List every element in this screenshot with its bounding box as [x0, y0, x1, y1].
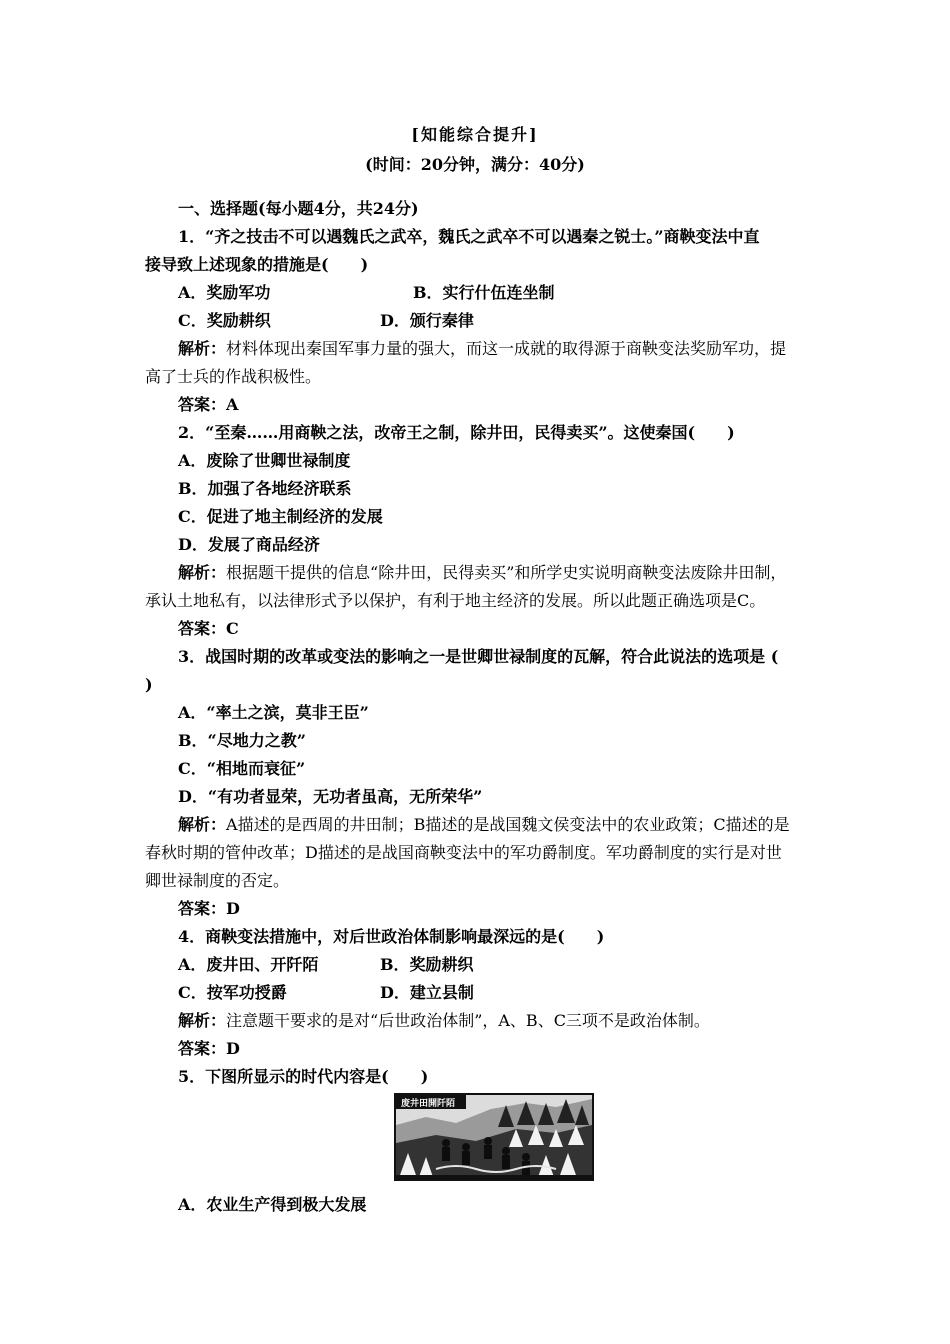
q4-answer-label: 答案： — [178, 1039, 227, 1058]
q1-answer-value: A — [226, 395, 239, 414]
q1-explain-label: 解析： — [178, 339, 227, 358]
q1-option-a: A．奖励军功 — [178, 283, 271, 302]
q3-explain-line1 — [145, 811, 815, 839]
woodcut-image — [396, 1095, 592, 1179]
q2-answer-label: 答案： — [178, 619, 227, 638]
q2-option-c: C．促进了地主制经济的发展 — [178, 507, 383, 526]
q2-option-d: D．发展了商品经济 — [178, 535, 320, 554]
q1-stem-line2: 接导致上述现象的措施是( ) — [145, 255, 369, 274]
q1-options-row2 — [145, 307, 815, 335]
q3-option-a: A．“率土之滨，莫非王臣” — [178, 703, 369, 722]
q3-answer — [145, 895, 815, 923]
q2-option-a: A．废除了世卿世禄制度 — [178, 451, 351, 470]
q3-stem-line1: 3．战国时期的改革或变法的影响之一是世卿世禄制度的瓦解，符合此说法的选项是 ( — [178, 647, 779, 666]
q1-option-c: C．奖励耕织 — [178, 311, 271, 330]
q3-answer-label: 答案： — [178, 899, 227, 918]
q4-answer-value: D — [226, 1039, 240, 1058]
q2-answer-value: C — [226, 619, 239, 638]
q3-explain-text1: A描述的是西周的井田制；B描述的是战国魏文侯变法中的农业政策；C描述的是 — [226, 815, 790, 834]
q5-stem: 5．下图所显示的时代内容是( ) — [178, 1067, 429, 1086]
q1-options-row1 — [145, 279, 815, 307]
q4-stem: 4．商鞅变法措施中，对后世政治体制影响最深远的是( ) — [178, 927, 605, 946]
q2-explain-label: 解析： — [178, 563, 227, 582]
q4-options-row2 — [145, 979, 815, 1007]
q1-option-b: B．实行什伍连坐制 — [413, 283, 555, 302]
time-score-note: (时间：20分钟，满分：40分) — [365, 155, 585, 174]
q2-explain-line1 — [145, 559, 815, 587]
q1-explain-text1: 材料体现出秦国军事力量的强大，而这一成就的取得源于商鞅变法奖励军功，提 — [226, 339, 787, 358]
q1-stem-line1: 1．“齐之技击不可以遇魏氏之武卒，魏氏之武卒不可以遇秦之锐士。”商鞅变法中直 — [178, 227, 760, 246]
q4-option-c: C．按军功授爵 — [178, 983, 287, 1002]
q2-explain-text1: 根据题干提供的信息“除井田，民得卖买”和所学史实说明商鞅变法废除井田制， — [226, 563, 787, 582]
q5-figure-area — [145, 1091, 815, 1191]
q3-option-d: D．“有功者显荣，无功者虽高，无所荣华” — [178, 787, 483, 806]
q1-explain-line1 — [145, 335, 815, 363]
q1-answer — [145, 391, 815, 419]
q4-explain — [145, 1007, 815, 1035]
q4-explain-text: 注意题干要求的是对“后世政治体制”，A、B、C三项不是政治体制。 — [226, 1011, 710, 1030]
q4-option-d: D．建立县制 — [380, 983, 474, 1002]
q1-answer-label: 答案： — [178, 395, 227, 414]
q3-explain-line2: 春秋时期的管仲改革；D描述的是战国商鞅变法中的军功爵制度。军功爵制度的实行是对世 — [145, 843, 782, 862]
q5-option-a: A．农业生产得到极大发展 — [178, 1195, 367, 1214]
page-title: [知能综合提升] — [411, 125, 539, 144]
q3-option-c: C．“相地而衰征” — [178, 759, 306, 778]
q2-option-b: B．加强了各地经济联系 — [178, 479, 352, 498]
figure-caption: 废井田開阡陌 — [401, 1099, 456, 1109]
section-heading: 一、选择题(每小题4分，共24分) — [178, 199, 419, 218]
q4-options-row1 — [145, 951, 815, 979]
q3-stem-line2: ) — [145, 675, 153, 694]
q4-option-a: A．废井田、开阡陌 — [178, 955, 319, 974]
q1-option-d: D．颁行秦律 — [380, 311, 474, 330]
q3-answer-value: D — [226, 899, 240, 918]
woodcut-illustration — [394, 1093, 594, 1181]
q4-explain-label: 解析： — [178, 1011, 227, 1030]
q3-explain-line3: 卿世禄制度的否定。 — [145, 871, 290, 890]
q2-stem: 2．“至秦……用商鞅之法，改帝王之制，除井田，民得卖买”。这使秦国( ) — [178, 423, 735, 442]
q2-answer — [145, 615, 815, 643]
q3-option-b: B．“尽地力之教” — [178, 731, 306, 750]
q2-explain-line2: 承认土地私有，以法律形式予以保护，有利于地主经济的发展。所以此题正确选项是C。 — [145, 591, 766, 610]
q3-explain-label: 解析： — [178, 815, 227, 834]
question-content — [145, 195, 815, 1219]
q4-option-b: B．奖励耕织 — [380, 955, 474, 974]
q4-answer — [145, 1035, 815, 1063]
q1-explain-line2: 高了士兵的作战积极性。 — [145, 367, 322, 386]
